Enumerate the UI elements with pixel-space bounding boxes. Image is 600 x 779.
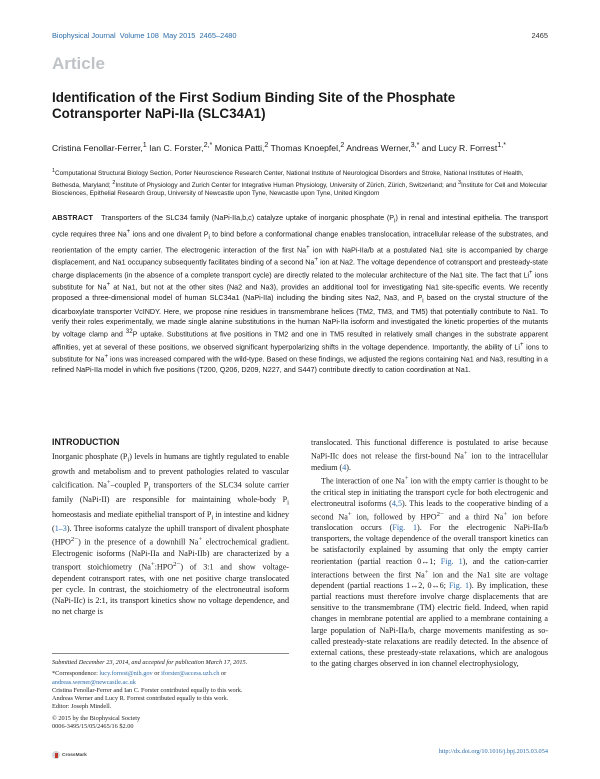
body-text: or — [154, 670, 160, 678]
abstract-text: ions and one divalent P — [130, 229, 209, 239]
page-number: 2465 — [531, 31, 548, 40]
body-text: –coupled P — [110, 480, 149, 490]
copyright-note: © 2015 by the Biophysical Society — [52, 714, 141, 722]
author-conjunction: and — [421, 142, 437, 153]
paragraph — [52, 451, 289, 617]
body-text: transporters of the SLC34 solute carrier family (NaPi-II) are responsible for maintaining whole-body P — [52, 480, 289, 505]
author-name: Thomas Knoepfel, — [270, 142, 341, 153]
subscript: i — [394, 218, 396, 225]
author-name: Andreas Werner, — [346, 142, 411, 153]
body-text: electrochemical gradient. Electrogenic isoforms (NaPi-IIa and NaPi-IIb) are characterized by a transport stoichiometry (Na — [52, 538, 289, 572]
submission-note: Submitted December 23, 2014, and accepted for publication March 17, 2015. — [52, 659, 248, 666]
email-link[interactable]: andreas.werner@newcastle.ac.uk — [52, 678, 136, 686]
superscript: + — [529, 269, 533, 276]
author-list — [52, 140, 548, 154]
paragraph — [311, 473, 548, 669]
author-name: Lucy R. Forrest — [438, 142, 498, 153]
affiliation-text: Institute for Cell and Molecular Biosciences, Epithelial Research Group, University of Newcastle upon Tyne, Newcastle upon Tyne, United Kingdom — [52, 181, 548, 198]
superscript: 32 — [125, 329, 133, 336]
subscript: i — [127, 456, 130, 464]
superscript: + — [424, 568, 429, 576]
figure-link[interactable]: Fig. 1 — [392, 523, 418, 533]
article-type-label: Article — [52, 54, 105, 73]
abstract-text: ions substitute for Na — [52, 270, 549, 292]
superscript: + — [106, 282, 111, 289]
affiliation-text: Institute of Physiology and Zurich Center for Integrative Human Physiology, University of Zürich, Zürich, Switzerland; and — [115, 181, 457, 189]
body-column-left — [52, 451, 289, 617]
body-text: ) in the presence of a downhill Na — [78, 538, 199, 548]
running-header — [52, 31, 548, 43]
body-text: ion and the Na1 site are voltage dependent (partial reactions 1↔2, 0↔6; — [311, 570, 548, 591]
subscript: i — [211, 514, 214, 522]
body-text: ). By implication, these partial reactions must therefore involve charge displacements that are sensitive to the transmembrane (TM) electric field. Indeed, when rapid changes in membrane potential are applied to a membrane containing a large population of NaPi-IIa/b, charge movements manifesting as so-called presteady-state relaxations are readily detected. In the absence of external cations, these presteady-state relaxations, which are analogous to the gating charges observed in ion channel electrophysiology, — [311, 581, 548, 668]
body-text: ). — [346, 462, 352, 472]
superscript: + — [347, 510, 352, 518]
editor-note: Editor: Joseph Mindell. — [52, 703, 112, 711]
body-text: ion before translocation occurs ( — [311, 512, 549, 533]
author-affiliation-mark: 2 — [340, 141, 345, 149]
superscript: + — [126, 228, 131, 235]
crossmark-label: CrossMark — [62, 752, 87, 758]
paragraph — [311, 437, 548, 473]
abstract-text: Transporters of the SLC34 family (NaPi-IIa,b,c) catalyze uptake of inorganic phosphate (P — [101, 213, 395, 222]
affiliation-number: 3 — [458, 179, 461, 186]
subscript: i — [148, 485, 151, 492]
superscript: + — [404, 474, 409, 482]
reference-link[interactable]: 1–3 — [54, 524, 67, 534]
body-text: ) of 3:1 and show voltage-dependent cotransport rates, with one net positive charge translocated per cycle. In contrast, the stoichiometry of the electroneutral isoform (NaPi-IIc) is 2:1, its transport kinetics show no voltage dependence, and no net charge is — [52, 562, 289, 617]
page-range: 2465–2480 — [199, 31, 237, 40]
subscript: i — [287, 499, 289, 507]
figure-link[interactable]: Fig. 1 — [440, 556, 463, 566]
body-text: in intestine and kidney ( — [52, 509, 289, 534]
author-name: Ian C. Forster, — [149, 142, 204, 153]
superscript: + — [503, 510, 508, 518]
correspondence-note — [52, 670, 289, 687]
author-affiliation-mark: 1 — [142, 141, 147, 149]
footnotes — [52, 653, 289, 731]
subscript: i — [208, 234, 210, 241]
crossmark-icon — [52, 751, 60, 759]
author-affiliation-mark: 3,* — [410, 141, 420, 149]
body-text: ion, followed by HPO — [351, 512, 437, 522]
superscript: 2− — [173, 561, 181, 569]
body-text: ). Three isoforms catalyze the uphill transport of divalent phosphate (HPO — [52, 524, 289, 548]
author-name: Cristina Fenollar-Ferrer, — [52, 142, 143, 153]
body-text: ion to the intracellular medium ( — [311, 451, 548, 472]
body-text: translocated. This functional difference is postulated to arise because NaPi-IIc does not release the first-bound Na — [311, 438, 548, 461]
body-text: The interaction of one Na — [321, 476, 405, 486]
superscript: + — [306, 244, 310, 251]
abstract-text: ion with NaPi-IIa/b at a postulated Na1 site is accompanied by charge displacement, and Na1 occupancy subsequently facilitates binding of a second Na — [52, 245, 548, 267]
contribution-note: Andreas Werner and Lucy R. Forrest contributed equally to this work. — [52, 695, 229, 703]
body-text: and a third Na — [443, 512, 504, 522]
introduction-heading: INTRODUCTION — [52, 437, 120, 447]
body-text: ). For the electrogenic NaPi-IIa/b transporters, the voltage dependence of the overall transport kinetics can be satisfactorily explained by assuming that only the empty carrier reorientation (partial reaction 0↔1; — [311, 523, 548, 566]
superscript: + — [314, 257, 318, 264]
affiliation-number: 2 — [112, 179, 116, 186]
doi-link[interactable]: http://dx.doi.org/10.1016/j.bpj.2015.03.054 — [438, 748, 548, 755]
abstract-heading: ABSTRACT — [52, 213, 94, 222]
journal-name: Biophysical Journal — [52, 31, 116, 40]
body-text: or — [220, 670, 227, 678]
correspondence-label: *Correspondence: — [52, 670, 98, 678]
superscript: + — [463, 450, 468, 458]
abstract-text: based on the crystal structure of the dicarboxylate transporter VcINDY. Here, we propose nine residues in transmembrane helices (TM2, TM3, and TM5) that potentially contribute to Na1. To verify their roles experimentally, we made single alanine substitutions in the human NaPi-IIa isoform and investigated the kinetic properties of the mutants by voltage clamp and — [52, 293, 548, 339]
abstract-text: P uptake. Substitutions at five positions in TM2 and one in TM5 resulted in relatively small changes in the substrate apparent affinities, yet at several of these positions, we observed significant hyperpolarizing shifts in the voltage dependence. Importantly, the ability of Li — [52, 329, 548, 352]
journal-volume: Volume 108 — [119, 31, 159, 40]
body-text: :HPO — [154, 562, 174, 572]
abstract-text: at Na1, but not at the other sites (Na2 and Na3), provides an additional tool for investigating Na1 site-specific events. We recently proposed a three-dimensional model of human SLC34a1 (NaPi-IIa) including the binding sites Na2, Na3, and P — [52, 282, 548, 303]
abstract-text: ) in renal and intestinal epithelia. The transport cycle requires three Na — [52, 213, 548, 239]
body-text: ion with the empty carrier is thought to be the critical step in initiating the transport cycle for both electrogenic and electroneutral isoforms ( — [311, 476, 548, 508]
body-text: ). This leads to the cooperative binding of a second Na — [311, 498, 549, 522]
paper-title: Identification of the First Sodium Binding Site of the Phosphate Cotransporter NaPi-IIa (SLC34A1) — [52, 90, 456, 121]
body-text: ) levels in humans are tightly regulated to enable growth and metabolism and to prevent pathologies related to vascular calcification. Na — [52, 452, 289, 490]
superscript: 2− — [436, 510, 444, 518]
contribution-note: Cristina Fenollar-Ferrer and Ian C. Forster contributed equally to this work. — [52, 686, 243, 694]
superscript: + — [106, 478, 111, 486]
abstract-text: to bind before a conformational change enables translocation, intracellular release of the substrates, and reorientation of the empty carrier. The electrogenic interaction of the first Na — [52, 229, 549, 255]
email-link[interactable]: iforster@access.uzh.ch — [161, 670, 220, 678]
author-affiliation-mark: 2,* — [203, 141, 213, 149]
issue-date: May 2015 — [162, 31, 196, 40]
body-text: Inorganic phosphate (P — [52, 452, 128, 461]
abstract-text: ion at Na2. The voltage dependence of cotransport and presteady-state charge displacements (in the absence of a complete transport cycle) are directly related to the molecular architecture of the Na1 site. The fact that Li — [52, 257, 548, 280]
affiliations — [52, 167, 548, 199]
affiliation-text: Computational Structural Biology Section, Porter Neuroscience Research Center, National Institute of Neurological Disorders and Stroke, National Institutes of Health, Bethesda, Maryland; — [52, 170, 524, 189]
abstract-text: ions to substitute for Na — [52, 342, 548, 364]
author-name: Monica Patti, — [214, 142, 265, 153]
abstract-text: ions was increased compared with the wild-type. Based on these findings, we adjusted the regions containing Na1 and Na3, resulting in a refined NaPi-IIa model in which five positions (T200, Q206, D209, N227, and S447) contribute directly to cation coordination at Na1. — [52, 354, 548, 374]
author-affiliation-mark: 2 — [264, 141, 269, 149]
affiliation-number: 1 — [52, 168, 55, 174]
body-text: ), and the cation-carrier interactions between the first Na — [311, 556, 548, 580]
superscript: 2− — [70, 536, 79, 544]
body-text: homeostasis and mediate epithelial transport of P — [52, 509, 212, 519]
crossmark-badge[interactable] — [52, 751, 87, 759]
body-column-right — [311, 437, 548, 669]
superscript: + — [104, 354, 108, 361]
figure-link[interactable]: Fig. 1 — [449, 581, 469, 591]
email-link[interactable]: lucy.forrest@nih.gov — [99, 670, 153, 678]
subscript: i — [422, 298, 424, 305]
superscript: + — [150, 561, 155, 569]
abstract — [52, 213, 548, 375]
author-affiliation-mark: 1,* — [497, 141, 507, 149]
reference-link[interactable]: 4 — [342, 462, 347, 472]
superscript: + — [198, 536, 203, 544]
superscript: + — [519, 341, 524, 348]
reference-link[interactable]: 4,5 — [391, 498, 402, 508]
issn-note: 0006-3495/15/05/2465/16 $2.00 — [52, 723, 134, 731]
